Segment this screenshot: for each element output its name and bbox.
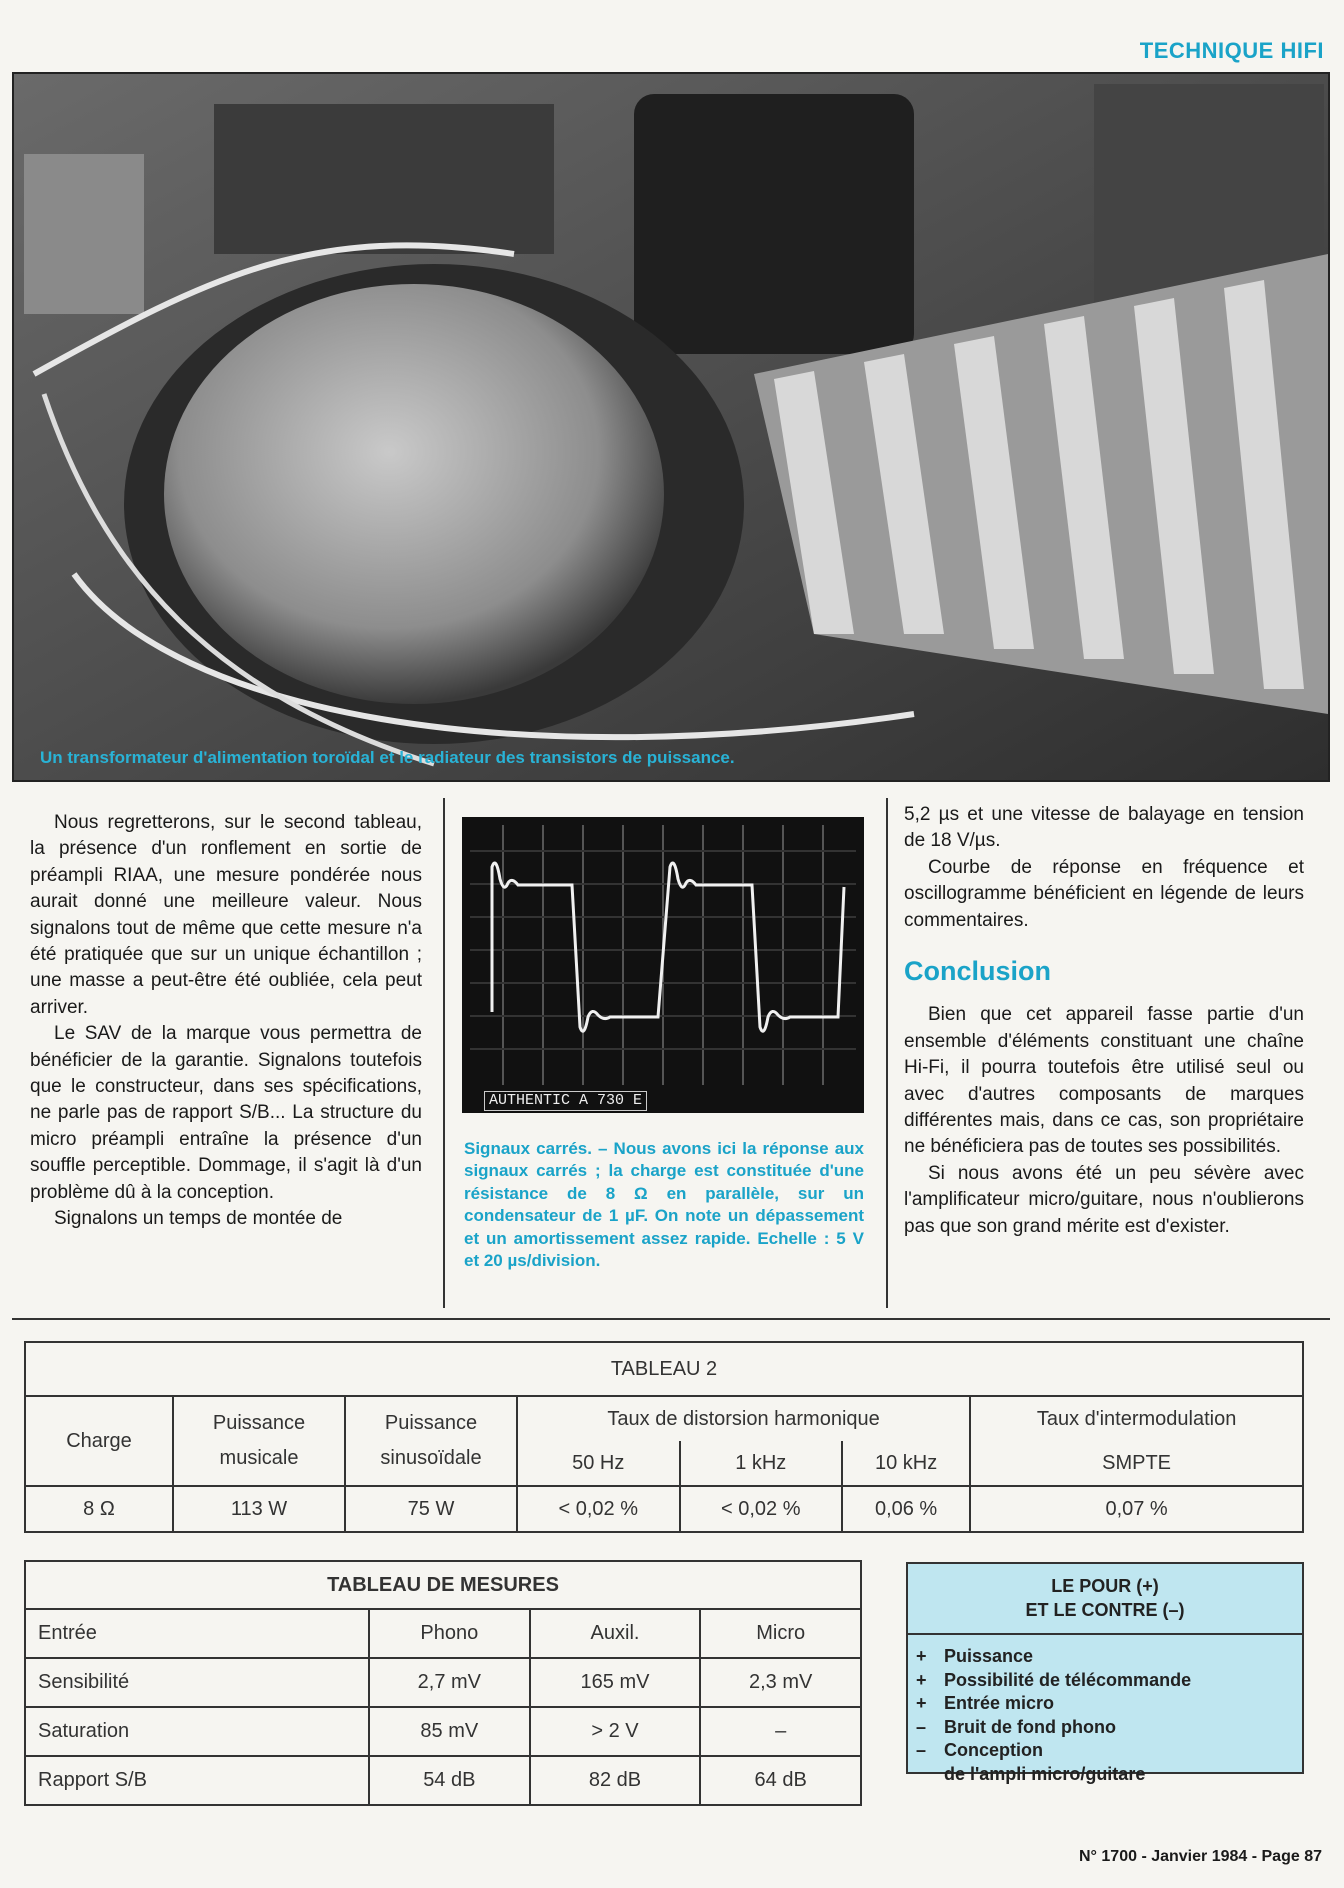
article-column-1 [30, 810, 422, 1233]
table-title: TABLEAU 2 [25, 1342, 1303, 1396]
oscillogram-caption: Signaux carrés. – Nous avons ici la réponse aux signaux carrés ; la charge est constituée d'une résistance de 8 Ω en parallèle, sur un condensateur de 1 µF. On note un dépassement et un amortissement assez rapide. Echelle : 5 V et 20 µs/division. [464, 1139, 864, 1271]
item-sign: + [916, 1646, 927, 1666]
pour-contre-title: ET LE CONTRE (–) [1025, 1600, 1185, 1620]
cell: 64 dB [700, 1756, 861, 1805]
cell: 85 mV [369, 1707, 530, 1756]
table-row [25, 1486, 1303, 1532]
row-label: Sensibilité [25, 1658, 369, 1707]
table-row [25, 1707, 861, 1756]
header-auxil: Auxil. [530, 1609, 701, 1658]
paragraph: Signalons un temps de montée de [54, 1208, 343, 1230]
paragraph: Nous regretterons, sur le second tableau, la présence d'un ronflement en sortie de préampli RIAA, une mesure pondérée nous aurait donné une meilleure valeur. Nous signalons tout de même que cette mesure n'a été pratiquée que sur un unique échantillon ; une masse a peut-être été oubliée, cela peut arriver. [30, 812, 422, 1018]
pour-contre-box [906, 1562, 1304, 1784]
item-sign: – [916, 1716, 927, 1737]
table-row [25, 1756, 861, 1805]
header-puissance-sinusoidale [345, 1396, 517, 1486]
header-10khz: 10 kHz [842, 1441, 970, 1486]
table-row [25, 1658, 861, 1707]
item-sign: + [916, 1693, 927, 1714]
page-footer: N° 1700 - Janvier 1984 - Page 87 [1079, 1848, 1322, 1865]
pour-contre-title: LE POUR (+) [1051, 1576, 1159, 1596]
photo-caption: Un transformateur d'alimentation toroïdal et le radiateur des transistors de puissance. [40, 748, 735, 767]
list-item [916, 1739, 1302, 1763]
cell: – [700, 1707, 861, 1756]
row-label: Rapport S/B [25, 1756, 369, 1805]
header-entree: Entrée [25, 1609, 369, 1658]
header-distorsion: Taux de distorsion harmonique [517, 1396, 970, 1441]
cell-d1k: < 0,02 % [680, 1486, 843, 1532]
item-text: Puissance [944, 1646, 1034, 1666]
pour-contre-heading [908, 1564, 1302, 1635]
list-item [916, 1645, 1302, 1669]
cell: 2,3 mV [700, 1658, 861, 1707]
header-puissance-musicale [173, 1396, 345, 1486]
row-label: Saturation [25, 1707, 369, 1756]
cell: 165 mV [530, 1658, 701, 1707]
cell: 54 dB [369, 1756, 530, 1805]
header-line: sinusoïdale [380, 1447, 482, 1469]
photo-amplifier-interior [12, 72, 1330, 782]
cell: 82 dB [530, 1756, 701, 1805]
header-50hz: 50 Hz [517, 1441, 680, 1486]
paragraph: Courbe de réponse en fréquence et oscillogramme bénéficient en légende de leurs commentaires. [904, 856, 1304, 931]
item-text: Possibilité de télécommande [944, 1669, 1192, 1690]
cell: 2,7 mV [369, 1658, 530, 1707]
header-line: musicale [219, 1447, 299, 1469]
square-wave-trace [462, 817, 864, 1113]
item-text: de l'ampli micro/guitare [944, 1763, 1146, 1784]
column-divider [12, 1318, 1330, 1320]
list-item [916, 1763, 1302, 1787]
header-phono: Phono [369, 1609, 530, 1658]
table-title: TABLEAU DE MESURES [25, 1561, 861, 1609]
item-sign: + [916, 1669, 927, 1690]
header-micro: Micro [700, 1609, 861, 1658]
paragraph: Bien que cet appareil fasse partie d'un ensemble d'éléments constituant une chaîne Hi-Fi, il pourra toutefois être utilisé seul ou avec d'autres composants de marques différentes mais, dans ce cas, son propriétaire ne bénéficiera pas de toutes ses possibilités. [904, 1004, 1304, 1158]
cell-sinus: 75 W [345, 1486, 517, 1532]
table-row [25, 1609, 861, 1658]
amplifier-photo-illustration [14, 74, 1328, 780]
header-1khz: 1 kHz [680, 1441, 843, 1486]
tableau-2 [24, 1341, 1304, 1533]
list-item [916, 1692, 1302, 1716]
oscillogram-label: AUTHENTIC A 730 E [484, 1091, 647, 1111]
column-divider [443, 798, 445, 1308]
conclusion-heading: Conclusion [904, 956, 1051, 987]
list-item [916, 1716, 1302, 1740]
item-text: Bruit de fond phono [944, 1716, 1116, 1737]
item-sign: – [916, 1740, 927, 1761]
section-header: TECHNIQUE HIFI [1139, 38, 1324, 63]
item-text: Entrée micro [944, 1693, 1055, 1714]
oscillogram-figure [462, 817, 864, 1113]
paragraph: Si nous avons été un peu sévère avec l'amplificateur micro/guitare, nous n'oublierons pas que son grand mérite est d'exister. [904, 1162, 1304, 1237]
paragraph: Le SAV de la marque vous permettra de bénéficier de la garantie. Signalons toutefois que le constructeur, dans ses spécifications, ne parle pas de rapport S/B... La structure du micro préampli entraîne la présence d'un souffle perceptible. Dommage, il s'agit là d'un problème dû à la conception. [30, 1023, 422, 1203]
tableau-de-mesures [24, 1560, 862, 1806]
header-charge: Charge [25, 1396, 173, 1486]
paragraph: 5,2 µs et une vitesse de balayage en tension de 18 V/µs. [904, 804, 1304, 852]
cell-d50: < 0,02 % [517, 1486, 680, 1532]
cell: > 2 V [530, 1707, 701, 1756]
header-line: Puissance [212, 1412, 306, 1434]
cell-inter: 0,07 % [970, 1486, 1303, 1532]
list-item [916, 1669, 1302, 1693]
header-line: Puissance [384, 1412, 478, 1434]
header-smpte: SMPTE [970, 1441, 1303, 1486]
cell-charge: 8 Ω [25, 1486, 173, 1532]
article-column-3 [904, 802, 1304, 1240]
cell-d10k: 0,06 % [842, 1486, 970, 1532]
header-intermodulation: Taux d'intermodulation [970, 1396, 1303, 1441]
pour-contre-list [908, 1635, 1302, 1787]
column-divider [886, 798, 888, 1308]
item-text: Conception [944, 1740, 1043, 1761]
cell-musicale: 113 W [173, 1486, 345, 1532]
